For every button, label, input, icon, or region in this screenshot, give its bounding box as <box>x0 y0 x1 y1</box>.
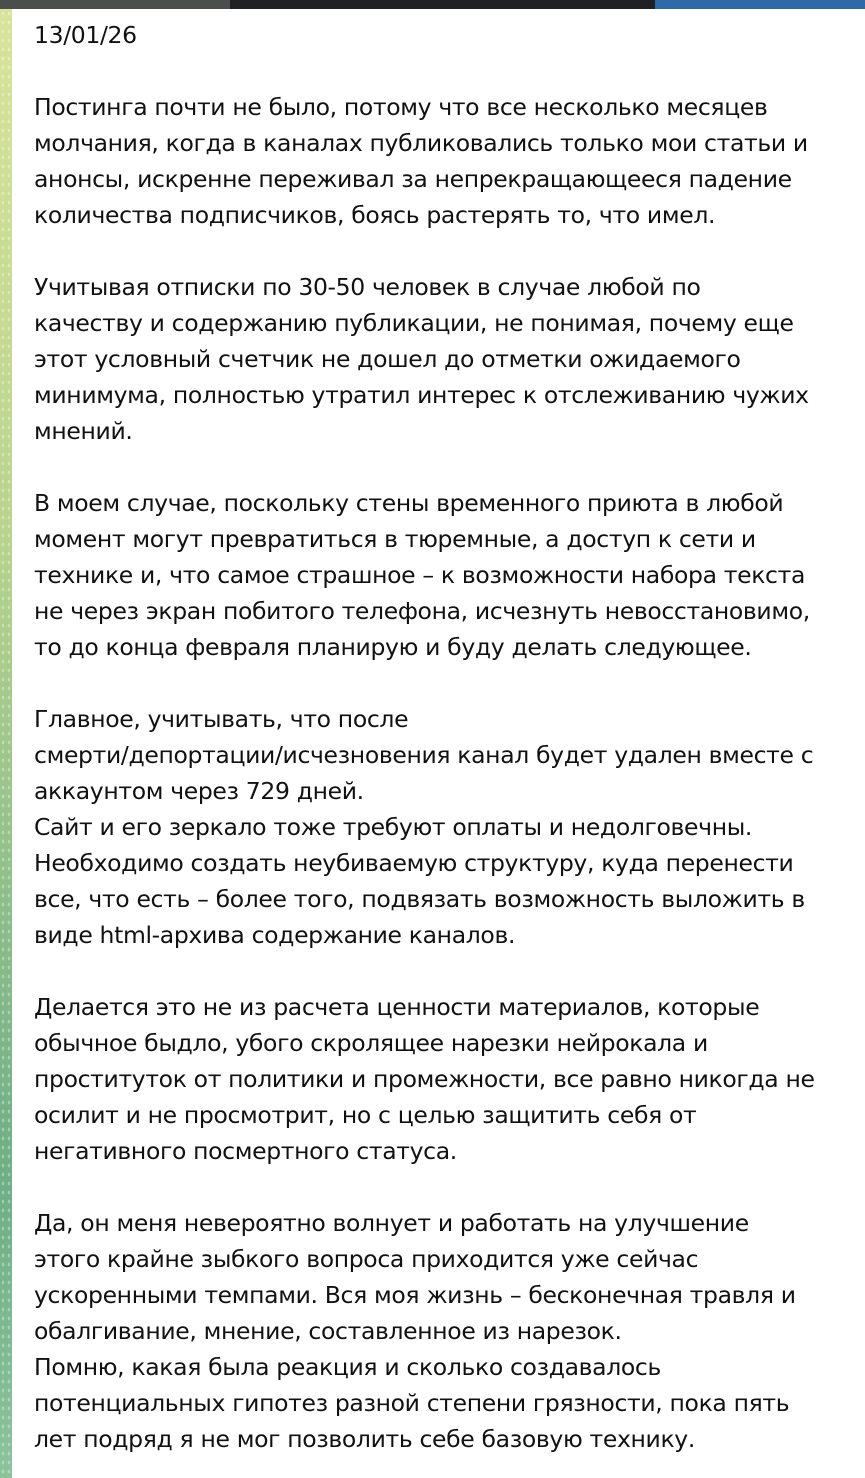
message-line: лет подряд я не мог позволить себе базовую технику. <box>34 1425 695 1453</box>
message-line: смерти/депортации/исчезновения канал будет удален вместе с <box>34 741 814 769</box>
message-line: качеству и содержанию публикации, не понимая, почему еще <box>34 309 794 337</box>
message-line: Постинга почти не было, потому что все несколько месяцев <box>34 93 768 121</box>
message-line: ускоренными темпами. Вся моя жизнь – бесконечная травля и <box>34 1281 796 1309</box>
message-line: мнений. <box>34 417 133 445</box>
message-line: этого крайне зыбкого вопроса приходится уже сейчас <box>34 1245 699 1273</box>
paragraph-gap <box>34 953 854 989</box>
paragraph-gap <box>34 449 854 485</box>
message-line: Учитывая отписки по 30-50 человек в случае любой по <box>34 273 701 301</box>
message-line: количества подписчиков, боясь растерять то, что имел. <box>34 201 716 229</box>
message-line: осилит и не просмотрит, но с целью защитить себя от <box>34 1101 697 1129</box>
message-line: все, что есть – более того, подвязать возможность выложить в <box>34 885 805 913</box>
chat-background <box>0 0 12 1478</box>
message-bubble[interactable] <box>12 9 865 1478</box>
message-line: аккаунтом через 729 дней. <box>34 777 364 805</box>
message-line: минимума, полностью утратил интерес к отслеживанию чужих <box>34 381 809 409</box>
message-line: то до конца февраля планирую и буду делать следующее. <box>34 633 752 661</box>
message-line: потенциальных гипотез разной степени грязности, пока пять <box>34 1389 790 1417</box>
message-line: В моем случае, поскольку стены временного приюта в любой <box>34 489 784 517</box>
message-line: Да, он меня невероятно волнует и работать на улучшение <box>34 1209 749 1237</box>
message-line: момент могут превратиться в тюремные, а доступ к сети и <box>34 525 756 553</box>
paragraph-gap <box>34 665 854 701</box>
media-thumbnail-middle <box>230 0 655 9</box>
message-line: молчания, когда в каналах публиковались только мои статьи и <box>34 129 808 157</box>
message-line: Сайт и его зеркало тоже требуют оплаты и недолговечны. <box>34 813 753 841</box>
paragraph-gap <box>34 233 854 269</box>
message-line: анонсы, искренне переживал за непрекращающееся падение <box>34 165 792 193</box>
message-date-line: 13/01/26 <box>34 21 137 49</box>
previous-media-preview[interactable] <box>0 0 865 9</box>
message-line: не через экран побитого телефона, исчезнуть невосстановимо, <box>34 597 810 625</box>
message-line: Помню, какая была реакция и сколько создавалось <box>34 1353 662 1381</box>
media-thumbnail-left <box>0 0 230 9</box>
message-line: обалгивание, мнение, составленное из нарезок. <box>34 1317 622 1345</box>
message-text <box>34 17 854 1457</box>
message-line: этот условный счетчик не дошел до отметки ожидаемого <box>34 345 741 373</box>
message-line: виде html-архива содержание каналов. <box>34 921 516 949</box>
message-line: технике и, что самое страшное – к возможности набора текста <box>34 561 806 589</box>
message-line: негативного посмертного статуса. <box>34 1137 457 1165</box>
message-line: обычное быдло, убого скролящее нарезки нейрокала и <box>34 1029 708 1057</box>
media-thumbnail-right <box>655 0 865 9</box>
message-line: Необходимо создать неубиваемую структуру, куда перенести <box>34 849 794 877</box>
paragraph-gap <box>34 1169 854 1205</box>
message-line: проституток от политики и промежности, все равно никогда не <box>34 1065 815 1093</box>
paragraph-gap <box>34 53 854 89</box>
message-line: Главное, учитывать, что после <box>34 705 409 733</box>
message-line: Делается это не из расчета ценности материалов, которые <box>34 993 760 1021</box>
